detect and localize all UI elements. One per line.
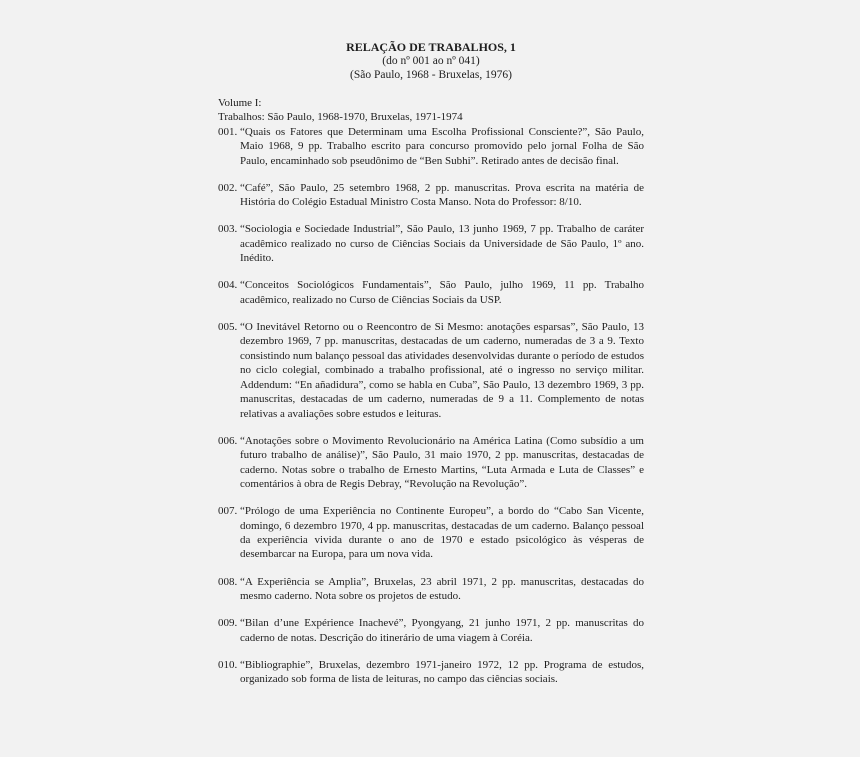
entry-number: 009. <box>218 617 238 630</box>
document-range: (do nº 001 ao nº 041) <box>382 55 480 67</box>
document-title: RELAÇÃO DE TRABALHOS, 1 <box>346 40 516 54</box>
period-label: Trabalhos: São Paulo, 1968-1970, Bruxelas, 1971-1974 <box>218 111 463 124</box>
entry-text: “Sociologia e Sociedade Industrial”, São Paulo, 13 junho 1969, 7 pp. Trabalho de caráter acadêmico realizado no curso de Ciências Sociais da Universidade de São Paulo, 1º ano. Inédito. <box>240 223 644 265</box>
entry-text: “Quais os Fatores que Determinam uma Escolha Profissional Consciente?”, São Paulo, Maio 1968, 9 pp. Trabalho escrito para concurso promovido pelo jornal Folha de São Paulo, encaminhado sob pseudônimo de “Ben Subhi”. Retirado antes de decisão final. <box>240 125 644 167</box>
entry-number: 008. <box>218 575 238 588</box>
entry-text: “Prólogo de uma Experiência no Continente Europeu”, a bordo do “Cabo San Vicente, domingo, 6 dezembro 1970, 4 pp. manuscritas, destacadas de um caderno. Balanço pessoal da experiência vivida durante o ano de 1970 e estado psicológico às vésperas de desembarcar na Europa, para um nova vida. <box>240 505 644 561</box>
document-places: (São Paulo, 1968 - Bruxelas, 1976) <box>350 69 512 81</box>
entry-003 <box>218 222 644 265</box>
entry-number: 007. <box>218 505 238 518</box>
entry-008 <box>218 575 644 604</box>
entry-text: “Anotações sobre o Movimento Revolucionário na América Latina (Como subsídio a um futuro trabalho de análise)”, São Paulo, 31 maio 1970, 2 pp. manuscritas, destacadas de caderno. Notas sobre o trabalho de Ernesto Martins, “Luta Armada e Luta de Classes” e comentários à obra de Regis Debray, “Revolução na Revolução”. <box>240 434 644 490</box>
entry-010 <box>218 658 644 687</box>
entry-001 <box>218 125 644 168</box>
entry-number: 005. <box>218 321 238 334</box>
volume-label: Volume I: <box>218 97 262 109</box>
document-heading <box>218 40 644 82</box>
document-body <box>218 96 644 699</box>
entry-number: 001. <box>218 125 238 138</box>
entry-number: 002. <box>218 181 238 194</box>
entry-007 <box>218 504 644 562</box>
entry-006 <box>218 434 644 492</box>
entry-number: 004. <box>218 279 238 292</box>
entry-005 <box>218 320 644 421</box>
entry-text: “Café”, São Paulo, 25 setembro 1968, 2 pp. manuscritas. Prova escrita na matéria de História do Colégio Estadual Ministro Costa Manso. Nota do Professor: 8/10. <box>240 181 644 209</box>
entry-text: “A Experiência se Amplia”, Bruxelas, 23 abril 1971, 2 pp. manuscritas, destacadas do mesmo caderno. Nota sobre os projetos de estudo. <box>240 575 644 602</box>
entry-text: “Bibliographie”, Bruxelas, dezembro 1971-janeiro 1972, 12 pp. Programa de estudos, organizado sob forma de lista de leituras, no campo das ciências sociais. <box>240 658 644 686</box>
entry-004 <box>218 278 644 307</box>
entry-number: 006. <box>218 434 238 447</box>
entry-text: “O Inevitável Retorno ou o Reencontro de Si Mesmo: anotações esparsas”, São Paulo, 13 dezembro 1969, 7 pp. manuscritas, destacadas de um caderno, numeradas de 3 a 9. Texto consistindo num balanço pessoal das atividades desenvolvidas durante o período de estudos no ciclo colegial, combinado a trabalho profissional, até o ingresso no serviço militar. Addendum: “En añadidura”, como se habla en Cuba”, São Paulo, 13 dezembro 1969, 3 pp. manuscritas, destacadas de um caderno, numeradas de 9 a 11. Complemento de notas relativas a avaliações sobre estudos e leituras. <box>240 321 644 420</box>
entry-002 <box>218 181 644 210</box>
entry-009 <box>218 616 644 645</box>
entry-text: “Bilan d’une Expérience Inachevé”, Pyongyang, 21 junho 1971, 2 pp. manuscritas do caderno de notas. Descrição do itinerário de uma viagem à Coréia. <box>240 617 644 644</box>
entry-number: 003. <box>218 223 238 236</box>
entry-number: 010. <box>218 658 238 671</box>
entry-text: “Conceitos Sociológicos Fundamentais”, São Paulo, julho 1969, 11 pp. Trabalho acadêmico, realizado no Curso de Ciências Sociais da USP. <box>240 279 644 306</box>
